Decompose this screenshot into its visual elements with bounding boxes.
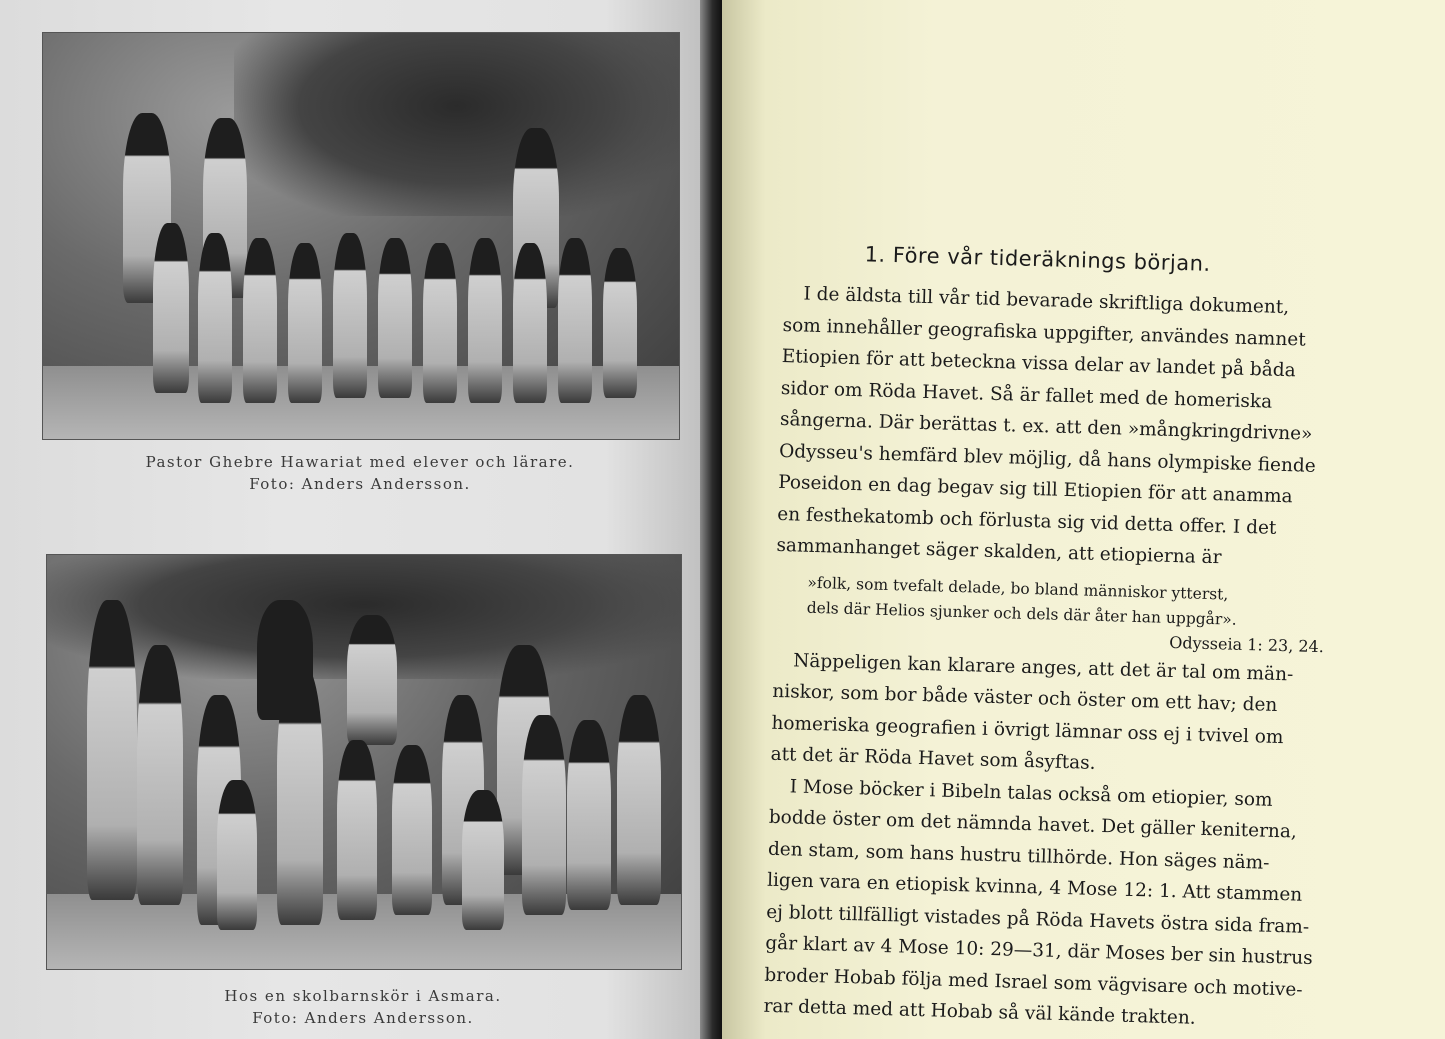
photo1-caption-line2: Foto: Anders Andersson. xyxy=(249,475,471,493)
text-line: en festhekatomb och förlusta sig vid detta offer. I det xyxy=(777,503,1277,539)
left-page xyxy=(0,0,712,1039)
text-line: Poseidon en dag begav sig till Etiopien för att anamma xyxy=(777,471,1293,508)
photo2-caption-line2: Foto: Anders Andersson. xyxy=(252,1009,474,1027)
text-line: niskor, som bor både väster och öster om ett hav; den xyxy=(772,680,1278,716)
photo1-caption-line1: Pastor Ghebre Hawariat med elever och lärare. xyxy=(145,453,575,471)
text-line: broder Hobab följa med Israel som vägvisare och motive- xyxy=(764,964,1303,1001)
text-line: ej blott tillfälligt vistades på Röda Havets östra sida fram- xyxy=(765,901,1310,938)
chapter-text xyxy=(763,240,1395,1039)
text-line: Näppeligen kan klarare anges, att det är tal om män- xyxy=(792,649,1294,685)
photo1-caption xyxy=(42,451,678,495)
text-line: rar detta med att Hobab så väl kände trakten. xyxy=(763,995,1196,1029)
text-line: som innehåller geografiska uppgifter, användes namnet xyxy=(782,314,1306,351)
photo2-caption-line1: Hos en skolbarnskör i Asmara. xyxy=(224,987,502,1005)
text-line: sidor om Röda Havet. Så är fallet med de homeriska xyxy=(780,377,1273,413)
text-line: homeriska geografien i övrigt lämnar oss ej i tvivel om xyxy=(771,712,1284,748)
paragraph-2 xyxy=(770,644,1383,787)
photo2-caption xyxy=(46,985,680,1029)
photo-pastor-with-pupils xyxy=(42,32,680,440)
text-line: går klart av 4 Mose 10: 29—31, där Moses ber sin hustrus xyxy=(765,932,1313,970)
text-line: den stam, som hans hustru tillhörde. Hon säges näm- xyxy=(767,838,1270,874)
chapter-heading: 1. Före vår tideräknings början. xyxy=(864,242,1211,276)
text-line: ligen vara en etiopisk kvinna, 4 Mose 12: 1. Att stammen xyxy=(766,869,1303,906)
text-line: Etiopien för att beteckna vissa delar av landet på båda xyxy=(781,345,1296,382)
quote-line: dels där Helios sjunker och dels där åter han uppgår». xyxy=(806,598,1237,629)
paragraph-1 xyxy=(776,278,1394,578)
photo-school-choir xyxy=(46,554,682,970)
quote-citation: Odysseia 1: 23, 24. xyxy=(1168,632,1325,656)
text-line: att det är Röda Havet som åsyftas. xyxy=(770,743,1096,774)
text-line: Odysseu's hemfärd blev möjlig, då hans olympiske fiende xyxy=(778,440,1317,477)
paragraph-3 xyxy=(763,770,1380,1039)
text-line: sammanhanget säger skalden, att etiopierna är xyxy=(776,534,1222,569)
text-line: I de äldsta till vår tid bevarade skriftliga dokument, xyxy=(803,283,1290,319)
text-line: bodde öster om det nämnda havet. Det gäller keniterna, xyxy=(768,806,1298,843)
quote-line: »folk, som tvefalt delade, bo bland människor ytterst, xyxy=(807,573,1229,604)
text-line: I Mose böcker i Bibeln talas också om etiopier, som xyxy=(789,775,1273,811)
text-line: sångerna. Där berättas t. ex. att den »mångkringdrivne» xyxy=(779,408,1313,445)
